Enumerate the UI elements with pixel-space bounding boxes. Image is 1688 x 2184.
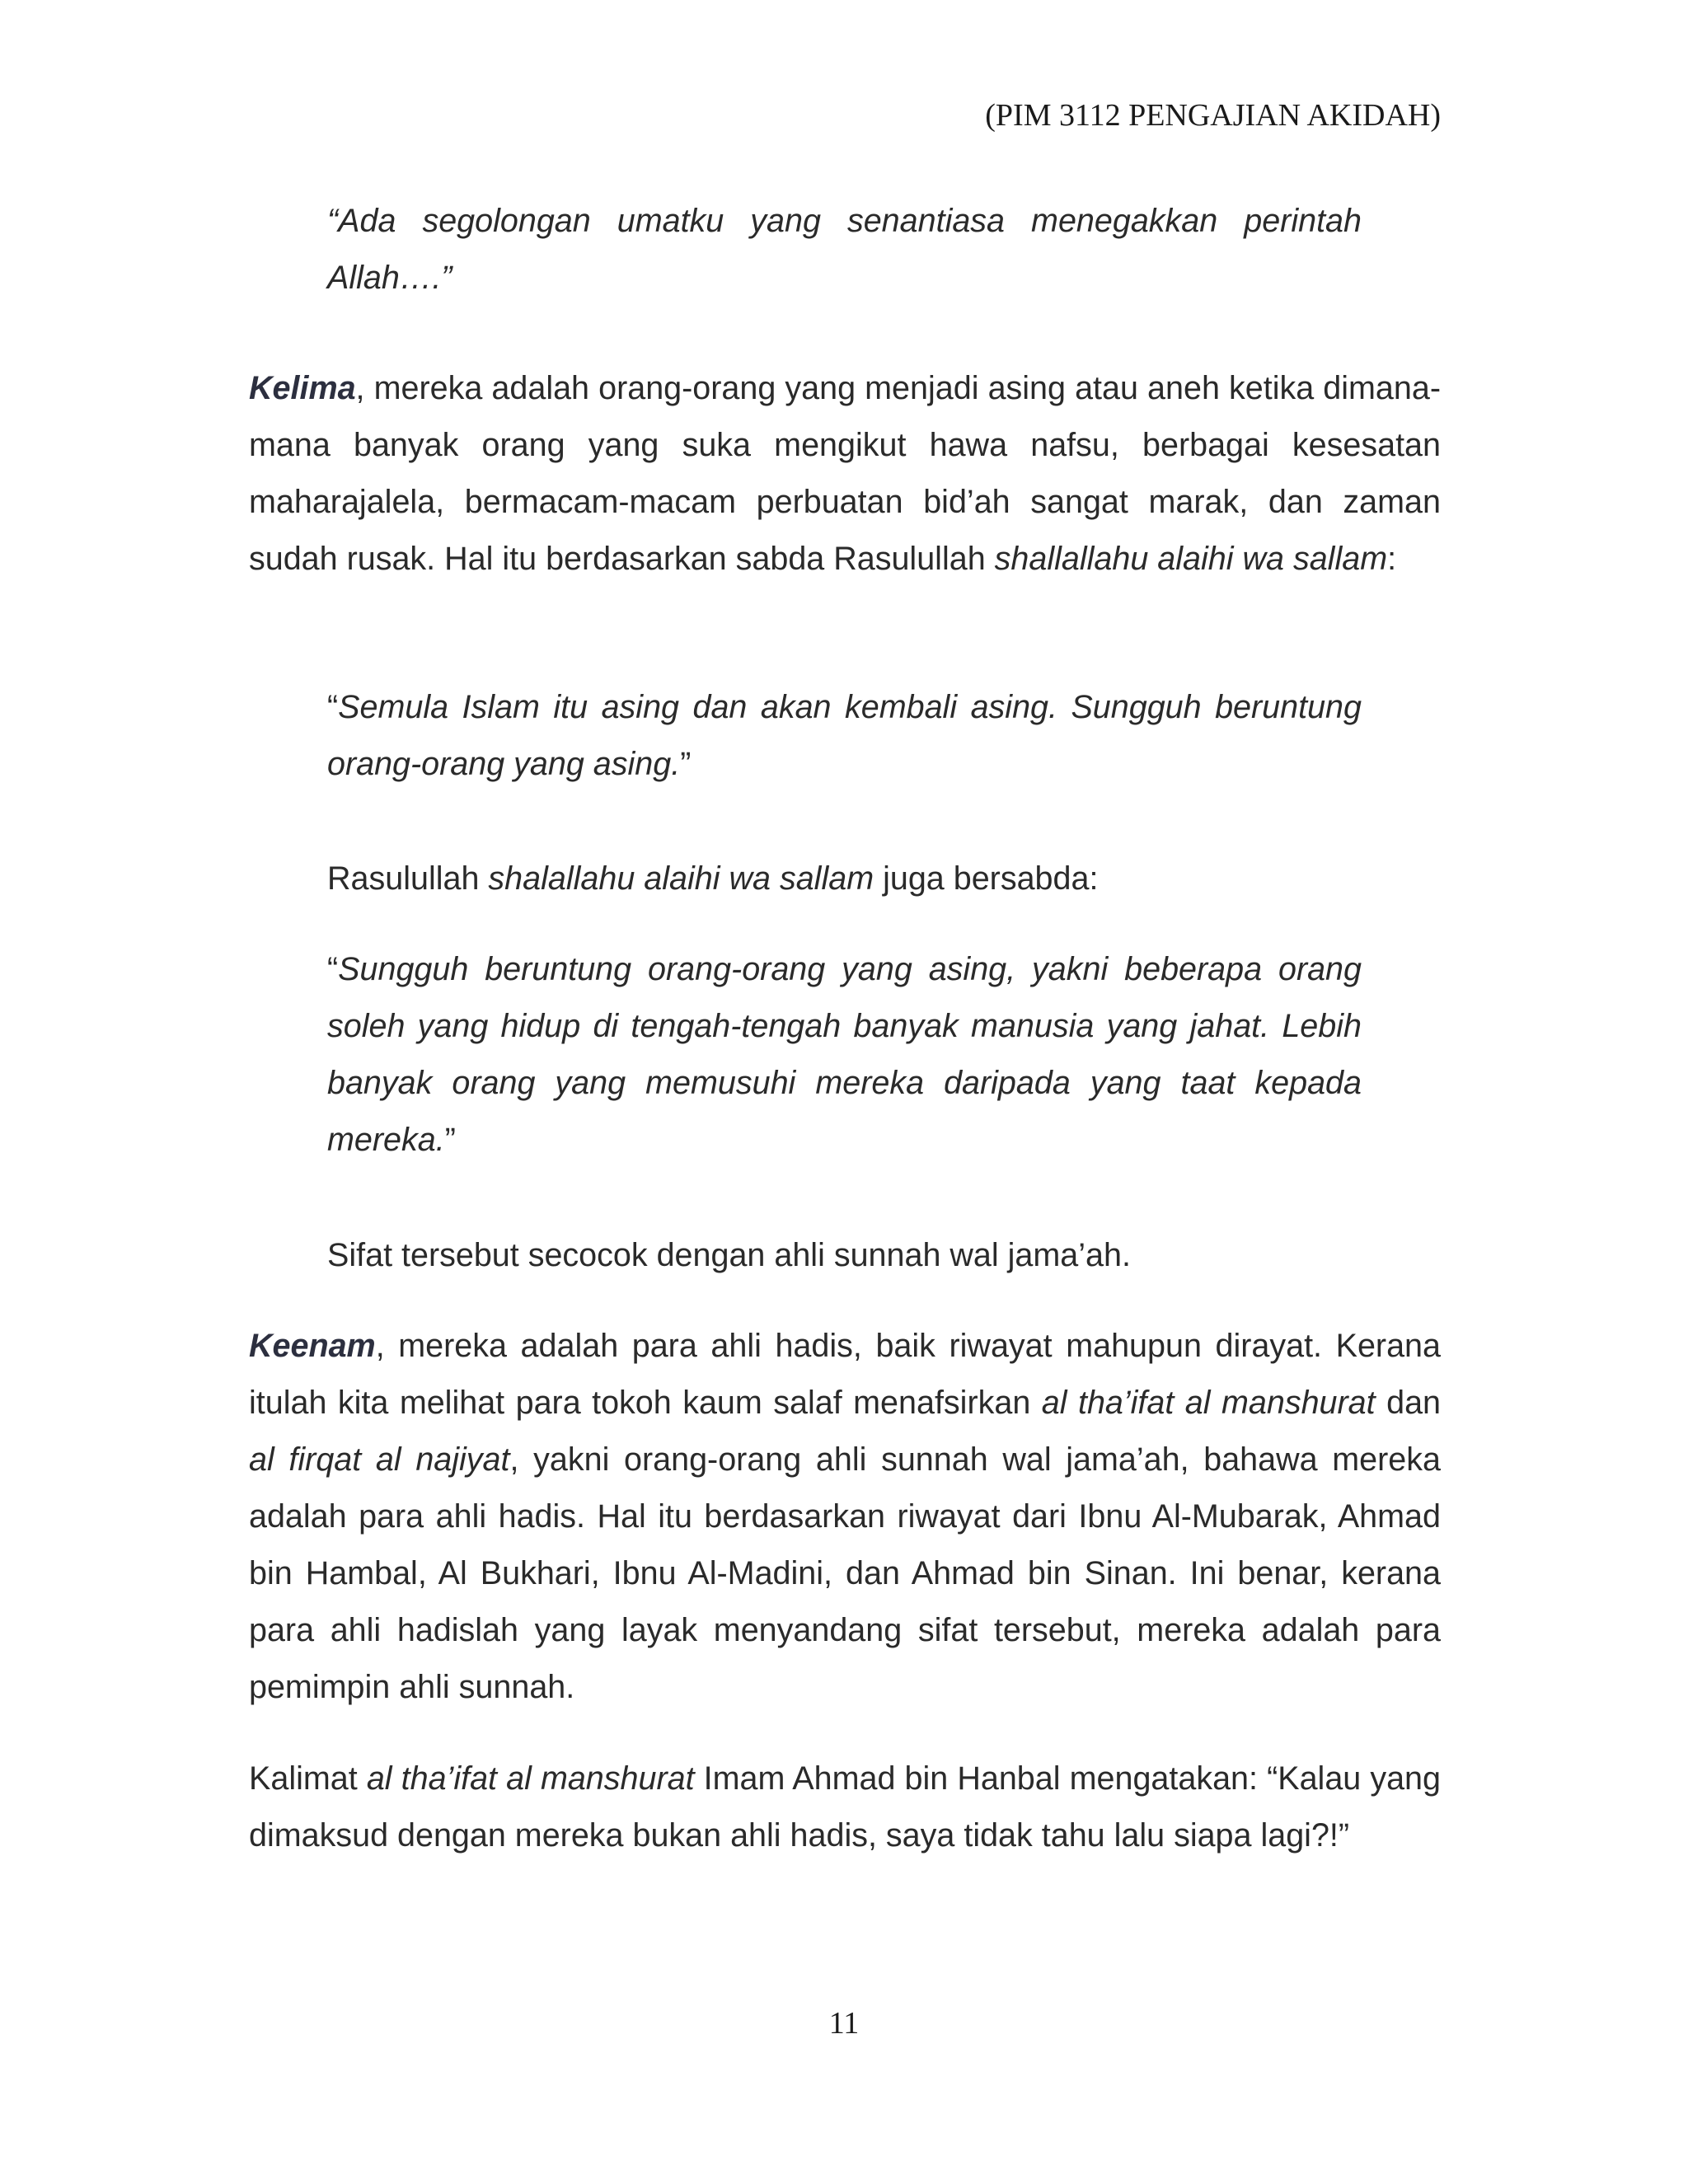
kelima-text-2: : bbox=[1387, 541, 1397, 577]
quote-2-text: Semula Islam itu asing dan akan kembali asing. Sungguh beruntung orang-orang yang asing. bbox=[327, 689, 1362, 782]
paragraph-keenam bbox=[249, 1318, 1441, 1716]
rasulullah-text-2: juga bersabda: bbox=[874, 860, 1099, 897]
keenam-italic-1: al tha’ifat al manshurat bbox=[1041, 1385, 1376, 1421]
kalimat-text-1: Kalimat bbox=[249, 1760, 367, 1797]
quote-3-close: ” bbox=[444, 1122, 456, 1158]
kelima-text-1: , mereka adalah orang-orang yang menjadi asing atau aneh ketika dimana-mana banyak orang yang suka mengikut hawa nafsu, berbagai kesesatan maharajalela, bermacam-macam perbuatan bid’ah sangat marak, dan zaman sudah rusak. Hal itu berdasarkan sabda Rasulullah bbox=[249, 370, 1441, 577]
keenam-text-3: , yakni orang-orang ahli sunnah wal jama’ah, bahawa mereka adalah para ahli hadis. Hal itu berdasarkan riwayat dari Ibnu Al-Mubarak, Ahmad bin Hambal, Al Bukhari, Ibnu Al-Madini, dan Ahmad bin Sinan. Ini benar, kerana para ahli hadislah yang layak menyandang sifat tersebut, mereka adalah para pemimpin ahli sunnah. bbox=[249, 1441, 1441, 1705]
sifat-text: Sifat tersebut secocok dengan ahli sunnah wal jama’ah. bbox=[327, 1237, 1131, 1273]
quote-2-close: ” bbox=[680, 746, 692, 782]
keenam-text-2: dan bbox=[1375, 1385, 1442, 1421]
kalimat-italic-1: al tha’ifat al manshurat bbox=[366, 1760, 695, 1797]
hadith-quote-3 bbox=[327, 941, 1362, 1169]
quote-3-open: “ bbox=[327, 951, 339, 987]
paragraph-kalimat bbox=[249, 1750, 1441, 1864]
hadith-quote-2 bbox=[327, 679, 1362, 793]
kelima-lead: Kelima bbox=[249, 370, 356, 406]
page-header: (PIM 3112 PENGAJIAN AKIDAH) bbox=[985, 98, 1441, 133]
rasulullah-text-1: Rasulullah bbox=[327, 860, 489, 897]
quote-1-text: “Ada segolongan umatku yang senantiasa menegakkan perintah Allah….” bbox=[327, 203, 1362, 296]
paragraph-kelima bbox=[249, 360, 1441, 588]
page-number: 11 bbox=[828, 2006, 860, 2041]
rasulullah-italic-1: shalallahu alaihi wa sallam bbox=[488, 860, 874, 897]
kelima-italic-1: shallallahu alaihi wa sallam bbox=[994, 541, 1388, 577]
paragraph-sifat bbox=[327, 1227, 1441, 1284]
keenam-lead: Keenam bbox=[249, 1328, 376, 1364]
hadith-quote-1 bbox=[327, 193, 1362, 307]
quote-2-open: “ bbox=[327, 689, 339, 725]
paragraph-rasulullah bbox=[327, 851, 1441, 907]
quote-3-text: Sungguh beruntung orang-orang yang asing, yakni beberapa orang soleh yang hidup di tengah-tengah banyak manusia yang jahat. Lebih banyak orang yang memusuhi mereka daripada yang taat kepada mereka. bbox=[327, 951, 1362, 1158]
keenam-text-1: , mereka adalah para ahli hadis, baik riwayat mahupun dirayat. Kerana itulah kita melihat para tokoh kaum salaf menafsirkan bbox=[249, 1328, 1441, 1421]
keenam-italic-2: al firqat al najiyat bbox=[249, 1441, 510, 1478]
kalimat-text-2: Imam Ahmad bin Hanbal mengatakan: “Kalau yang dimaksud dengan mereka bukan ahli hadis, saya tidak tahu lalu siapa lagi?!” bbox=[249, 1760, 1441, 1854]
